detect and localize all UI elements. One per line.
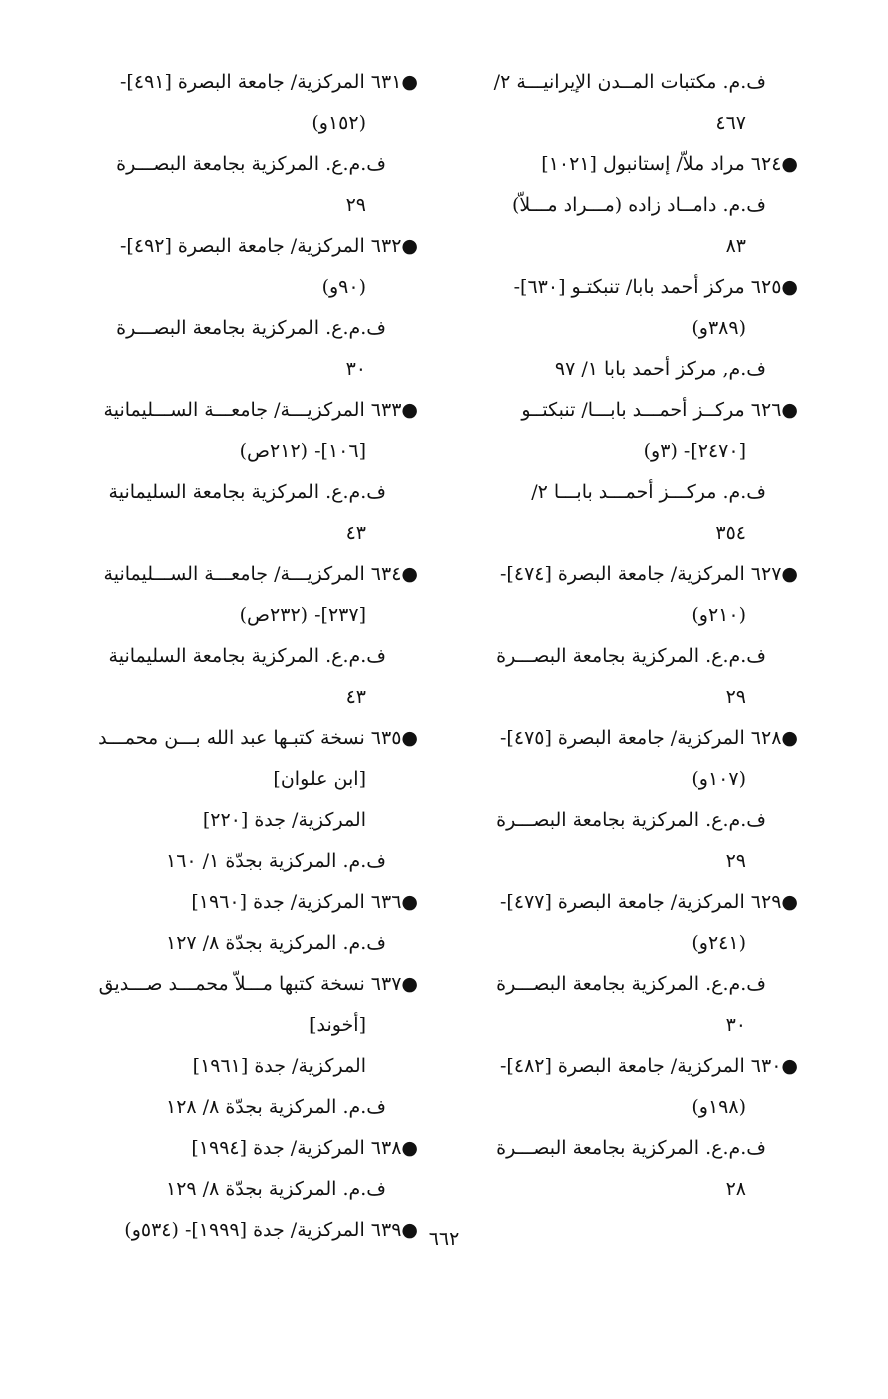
entry-line: ف.م.ع. المركزية بجامعة البصـــرة xyxy=(116,153,386,175)
entry-line: ف.م. المركزية بجدّة ٨/ ١٢٨ xyxy=(166,1096,386,1118)
entry-line: ٢٨ xyxy=(725,1178,746,1200)
entry-heading: ●٦٣٩ المركزية/ جدة [١٩٩٩]- (٥٣٤و) xyxy=(124,1219,418,1241)
entry-heading: ●٦٢٧ المركزية/ جامعة البصرة [٤٧٤]- xyxy=(500,563,798,585)
entry-line: ف.م.ع. المركزية بجامعة السليمانية xyxy=(108,481,386,503)
entry-line: ٣٠ xyxy=(725,1014,746,1036)
entry-line: ف.م.ع. المركزية بجامعة البصـــرة xyxy=(116,317,386,339)
entry-line: (٢١٠و) xyxy=(691,604,746,626)
entry-line: ف.م. المركزية بجدّة ١/ ١٦٠ xyxy=(166,850,386,872)
entry-line: ٢٩ xyxy=(345,194,366,216)
entry-line: المركزية/ جدة [٢٢٠] xyxy=(202,809,366,831)
entry-line: ف.م. دامــاد زاده (مـــراد مـــلاّ) xyxy=(511,194,766,216)
entry-line: [٢٤٧٠]- (٣و) xyxy=(643,440,746,462)
entry-heading: ●٦٣٥ نسخة كتبـها عبد الله بـــن محمـــد xyxy=(98,727,418,749)
entry-heading: ●٦٣٧ نسخة كتبها مـــلاّ محمـــد صـــديق xyxy=(98,973,418,995)
entry-heading: ●٦٢٤ مراد ملاّ/ إستانبول [١٠٢١] xyxy=(541,153,798,175)
right-column xyxy=(438,62,798,1210)
entry-line: ف.م.ع. المركزية بجامعة البصـــرة xyxy=(496,809,766,831)
entry-line: ٢٩ xyxy=(725,850,746,872)
entry-line: (١٠٧و) xyxy=(691,768,746,790)
entry-heading: ●٦٢٩ المركزية/ جامعة البصرة [٤٧٧]- xyxy=(500,891,798,913)
entry-line: (١٥٢و) xyxy=(311,112,366,134)
entry-line: [أخوند] xyxy=(309,1014,366,1036)
entry-heading: ●٦٣٣ المركزيـــة/ جامعـــة الســـليمانية xyxy=(103,399,418,421)
entry-heading: ●٦٢٨ المركزية/ جامعة البصرة [٤٧٥]- xyxy=(500,727,798,749)
entry-line: ٣٠ xyxy=(345,358,366,380)
entry-line: ف.م.ع. المركزية بجامعة السليمانية xyxy=(108,645,386,667)
entry-line: ٤٣ xyxy=(345,686,366,708)
entry-line: ف.م. المركزية بجدّة ٨/ ١٢٩ xyxy=(166,1178,386,1200)
entry-line: ف.م.ع. المركزية بجامعة البصـــرة xyxy=(496,1137,766,1159)
entry-line: ف.م.ع. المركزية بجامعة البصـــرة xyxy=(496,645,766,667)
entry-line: [١٠٦]- (٢١٢ص) xyxy=(239,440,366,462)
entry-line: ف.م. مكتبات المــدن الإيرانيـــة ٢/ xyxy=(493,71,766,93)
entry-line: (٣٨٩و) xyxy=(691,317,746,339)
entry-line: (١٩٨و) xyxy=(691,1096,746,1118)
entry-line: ف.م. مركـــز أحمـــد بابـــا ٢/ xyxy=(531,481,766,503)
entry-line: المركزية/ جدة [١٩٦١] xyxy=(192,1055,366,1077)
page-number: ٦٦٢ xyxy=(428,1228,460,1250)
entry-line: ف.م, مركز أحمد بابا ١/ ٩٧ xyxy=(554,358,766,380)
entry-line: ٨٣ xyxy=(725,235,746,257)
entry-line: (٩٠و) xyxy=(321,276,366,298)
entry-line: ف.م. المركزية بجدّة ٨/ ١٢٧ xyxy=(166,932,386,954)
entry-line: [ابن علوان] xyxy=(273,768,366,790)
entry-line: ٤٦٧ xyxy=(715,112,746,134)
entry-heading: ●٦٣٠ المركزية/ جامعة البصرة [٤٨٢]- xyxy=(500,1055,798,1077)
entry-heading: ●٦٣٤ المركزيـــة/ جامعـــة الســـليمانية xyxy=(103,563,418,585)
entry-line: [٢٣٧]- (٢٣٢ص) xyxy=(239,604,366,626)
entry-heading: ●٦٣٦ المركزية/ جدة [١٩٦٠] xyxy=(191,891,418,913)
entry-line: ف.م.ع. المركزية بجامعة البصـــرة xyxy=(496,973,766,995)
left-column xyxy=(58,62,418,1251)
entry-heading: ●٦٢٦ مركــز أحمـــد بابـــا/ تنبكتــو xyxy=(521,399,798,421)
entry-line: ٢٩ xyxy=(725,686,746,708)
entry-line: ٤٣ xyxy=(345,522,366,544)
entry-line: (٢٤١و) xyxy=(691,932,746,954)
entry-heading: ●٦٣٨ المركزية/ جدة [١٩٩٤] xyxy=(191,1137,418,1159)
entry-line: ٣٥٤ xyxy=(715,522,746,544)
entry-heading: ●٦٣٢ المركزية/ جامعة البصرة [٤٩٢]- xyxy=(120,235,418,257)
entry-heading: ●٦٣١ المركزية/ جامعة البصرة [٤٩١]- xyxy=(120,71,418,93)
entry-heading: ●٦٢٥ مركز أحمد بابا/ تنبكتـو [٦٣٠]- xyxy=(513,276,798,298)
